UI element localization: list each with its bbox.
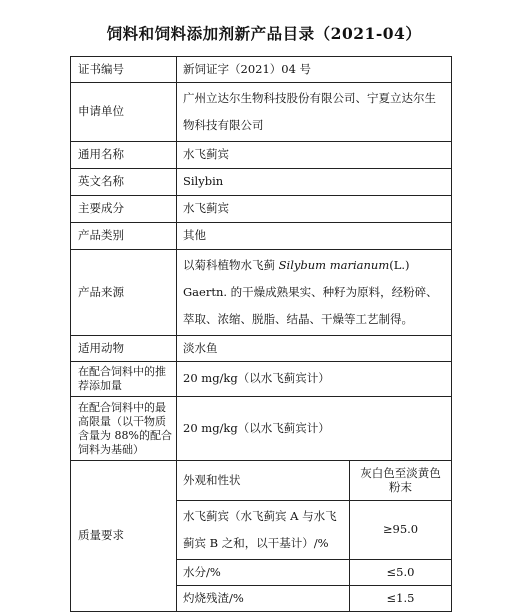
table-row [71, 461, 452, 501]
row-value: 淡水鱼 [177, 336, 452, 362]
row-label: 产品来源 [71, 250, 177, 336]
quality-item-value: ≤1.5 [350, 586, 452, 612]
row-label: 申请单位 [71, 83, 177, 142]
row-value: Silybin [177, 169, 452, 196]
row-label: 适用动物 [71, 336, 177, 362]
table-row [71, 169, 452, 196]
row-label: 质量要求 [71, 461, 177, 612]
source-text-pre: 以菊科植物水飞蓟 [183, 258, 279, 272]
source-text-post: (L.) Gaertn. 的干燥成熟果实、种籽为原料，经粉碎、萃取、浓缩、脱脂、结晶、干燥等工艺制得。 [183, 258, 438, 326]
row-value: 20 mg/kg（以水飞蓟宾计） [177, 397, 452, 461]
row-value [177, 250, 452, 336]
table-row [71, 83, 452, 142]
table-row [71, 336, 452, 362]
row-label: 通用名称 [71, 142, 177, 169]
quality-item-name: 灼烧残渣/% [177, 586, 350, 612]
quality-item-value: ≥95.0 [350, 501, 452, 560]
product-table [70, 56, 452, 612]
table-row [71, 223, 452, 250]
row-label: 英文名称 [71, 169, 177, 196]
row-value: 20 mg/kg（以水飞蓟宾计） [177, 362, 452, 397]
row-label: 在配合饲料中的最高限量（以干物质含量为 88%的配合饲料为基础） [71, 397, 177, 461]
row-label: 产品类别 [71, 223, 177, 250]
table-row [71, 57, 452, 83]
row-label: 在配合饲料中的推荐添加量 [71, 362, 177, 397]
source-latin-name: Silybum marianum [278, 258, 390, 272]
page-title: 饲料和饲料添加剂新产品目录（2021-04） [106, 24, 422, 43]
row-value: 水飞蓟宾 [177, 142, 452, 169]
table-row [71, 196, 452, 223]
table-row [71, 362, 452, 397]
table-row [71, 397, 452, 461]
quality-item-value: 灰白色至淡黄色粉末 [350, 461, 452, 501]
table-row [71, 142, 452, 169]
quality-item-name: 外观和性状 [177, 461, 350, 501]
row-value: 其他 [177, 223, 452, 250]
row-label: 主要成分 [71, 196, 177, 223]
quality-item-value: ≤5.0 [350, 560, 452, 586]
row-label: 证书编号 [71, 57, 177, 83]
quality-item-name: 水飞蓟宾（水飞蓟宾 A 与水飞蓟宾 B 之和，以干基计）/% [177, 501, 350, 560]
row-value: 新饲证字（2021）04 号 [177, 57, 452, 83]
quality-item-name: 水分/% [177, 560, 350, 586]
row-value: 广州立达尔生物科技股份有限公司、宁夏立达尔生物科技有限公司 [177, 83, 452, 142]
row-value: 水飞蓟宾 [177, 196, 452, 223]
table-row [71, 250, 452, 336]
